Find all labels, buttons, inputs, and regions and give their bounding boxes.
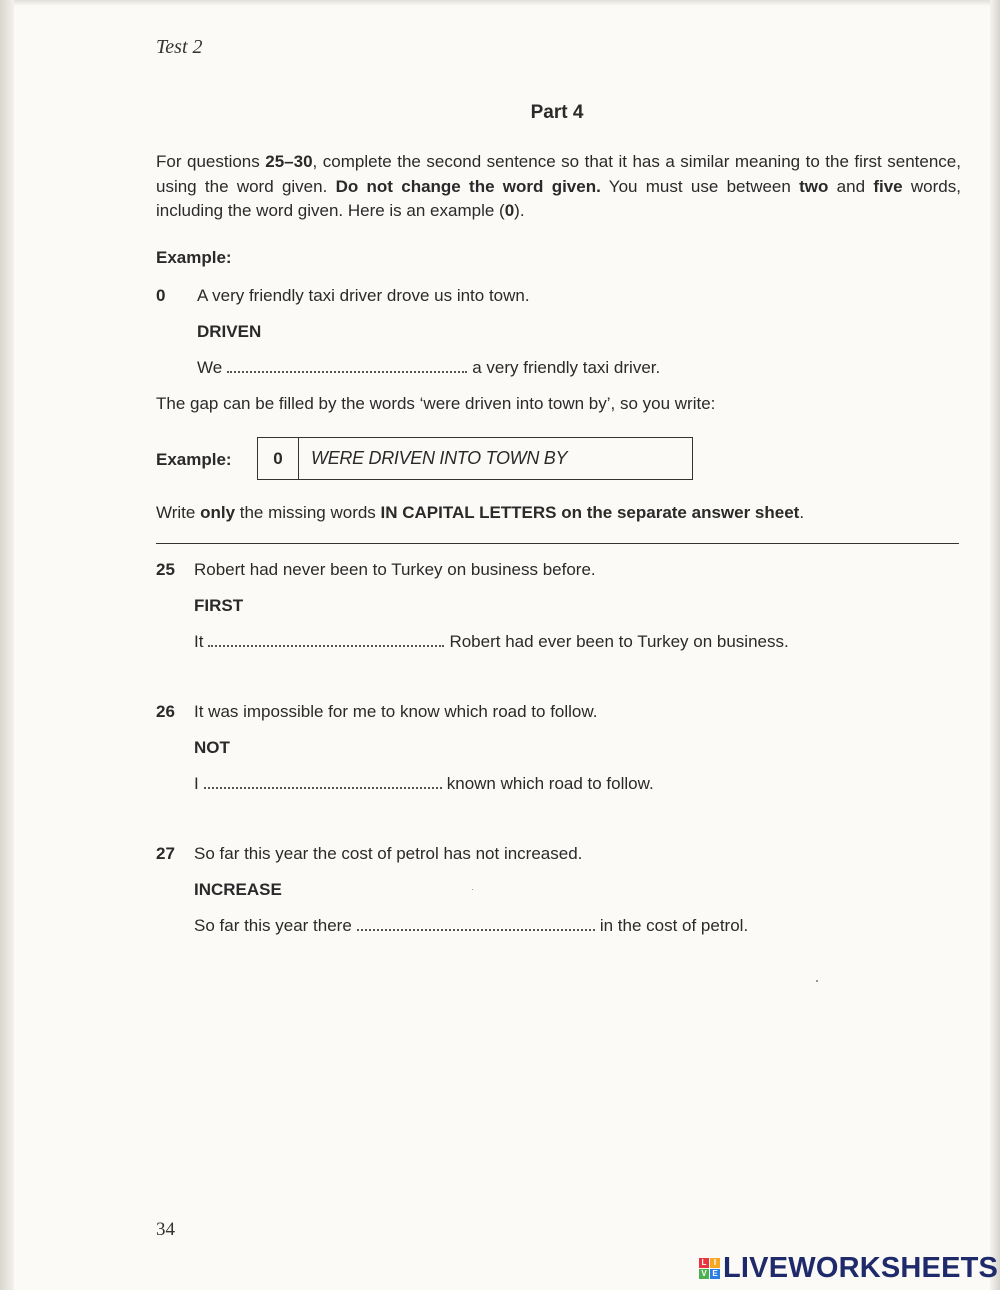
logo-letter-l: L — [699, 1258, 709, 1268]
logo-letter-e: E — [710, 1269, 720, 1279]
question-transform-line — [194, 632, 789, 652]
divider — [156, 543, 959, 544]
scan-shadow-right — [990, 0, 1000, 1290]
instr-text: , complete the second sentence so that it has a similar meaning to the first sentence, using the word given. — [156, 152, 961, 196]
instructions — [156, 150, 961, 224]
write-only: only — [200, 503, 236, 522]
line-start: I — [194, 774, 199, 793]
write-text: the missing words — [235, 503, 381, 522]
question-key-word: INCREASE — [194, 880, 282, 899]
instr-text: words, including the word given. Here is an example ( — [156, 176, 961, 220]
line-start: So far this year there — [194, 916, 352, 935]
line-start: It — [194, 632, 204, 651]
scan-shadow-left — [0, 0, 14, 1290]
answer-gap[interactable] — [357, 916, 595, 931]
question-transform-line — [194, 916, 748, 936]
answer-gap[interactable] — [208, 632, 444, 647]
question-number: 26 — [156, 702, 175, 721]
instr-text: For questions — [156, 152, 266, 171]
question-transform-line — [194, 774, 654, 794]
line-end: known which road to follow. — [446, 774, 654, 793]
example-box-label: Example: — [156, 450, 232, 469]
question-key-word: FIRST — [194, 596, 244, 615]
instr-text: ). — [514, 201, 525, 220]
scan-shadow-top — [0, 0, 1000, 6]
question-number: 27 — [156, 844, 175, 863]
liveworksheets-logo — [699, 1252, 998, 1285]
question-sentence: Robert had never been to Turkey on business before. — [194, 560, 596, 579]
line-end: Robert had ever been to Turkey on business. — [449, 632, 789, 651]
answer-gap[interactable] — [204, 774, 442, 789]
example-heading: Example: — [156, 248, 232, 267]
example-ref: 0 — [504, 201, 515, 220]
instr-text: You must use between — [600, 176, 800, 196]
logo-letter-i: I — [710, 1258, 720, 1268]
test-label: Test 2 — [156, 36, 203, 58]
question-range: 25–30 — [265, 152, 313, 171]
page-number: 34 — [156, 1219, 175, 1240]
write-text: . — [799, 503, 805, 522]
example-number: 0 — [156, 286, 166, 305]
instr-rule: Do not change the word given. — [335, 176, 601, 196]
write-instruction — [156, 503, 804, 523]
example-sentence: A very friendly taxi driver drove us into town. — [197, 286, 530, 305]
line-start: We — [197, 358, 223, 377]
example-box-number: 0 — [258, 438, 299, 479]
line-end: a very friendly taxi driver. — [472, 358, 661, 377]
question-number: 25 — [156, 560, 175, 579]
line-end: in the cost of petrol. — [599, 916, 749, 935]
write-text: Write — [156, 503, 201, 522]
example-box-answer: WERE DRIVEN INTO TOWN BY — [311, 448, 568, 468]
question-key-word: NOT — [194, 738, 230, 757]
answer-gap — [227, 358, 467, 373]
scan-speck — [472, 889, 473, 890]
logo-mark-icon — [699, 1258, 720, 1279]
question-sentence: It was impossible for me to know which road to follow. — [194, 702, 598, 721]
example-answer-box — [257, 437, 693, 480]
part-title: Part 4 — [530, 102, 584, 123]
write-caps: IN CAPITAL LETTERS on the separate answer sheet — [380, 503, 800, 522]
scan-speck — [816, 980, 818, 982]
max-words: five — [873, 176, 903, 196]
logo-letter-v: V — [699, 1269, 709, 1279]
question-sentence: So far this year the cost of petrol has not increased. — [194, 844, 583, 863]
example-transform-line — [197, 358, 660, 378]
logo-text: LIVEWORKSHEETS — [723, 1252, 999, 1284]
example-key-word: DRIVEN — [197, 322, 262, 341]
gap-note: The gap can be filled by the words ‘were driven into town by’, so you write: — [156, 394, 716, 413]
min-words: two — [799, 176, 829, 196]
instr-text: and — [828, 176, 874, 196]
